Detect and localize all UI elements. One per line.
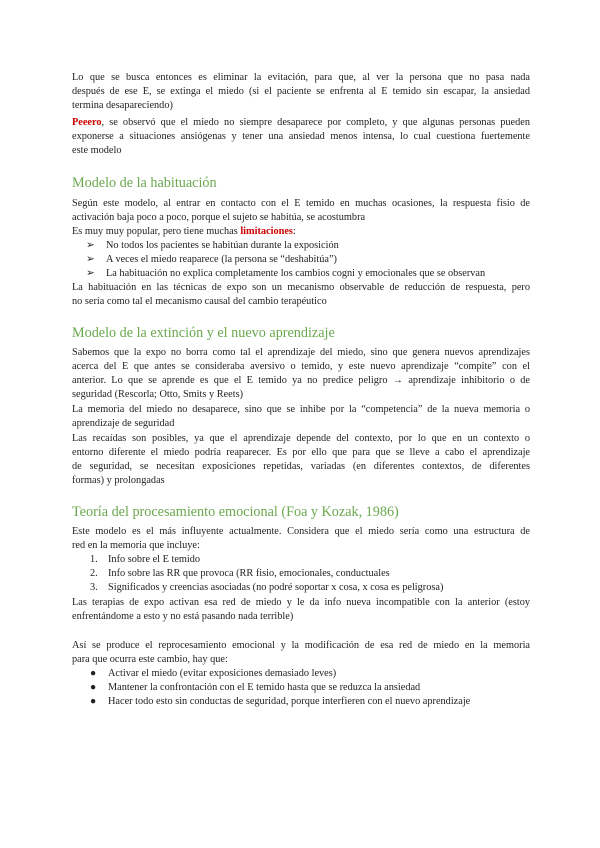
limitaciones-highlight: limitaciones bbox=[240, 226, 293, 237]
bullet-text: La habituación no explica completamente los cambios cogni y emocionales que se observan bbox=[106, 268, 486, 279]
list-text: Info sobre el E temido bbox=[108, 554, 201, 565]
proc-line-5: Así se produce el reprocesamiento emocional y la modificación de esa red de miedo en la memoria bbox=[72, 640, 530, 651]
hab-line-5: no sería como tal el mecanismo causal del cambio terapéutico bbox=[72, 296, 327, 307]
arrow-bullet-icon: ➢ bbox=[86, 254, 95, 265]
ext-line-1: Sabemos que la expo no borra como tal el aprendizaje del miedo, sino que genera nuevos aprendizajes bbox=[72, 347, 530, 358]
list-item bbox=[90, 667, 336, 681]
proc-line-1: Este modelo es el más influyente actualmente. Considera que el miedo sería como una estructura de bbox=[72, 526, 530, 537]
ext-line-6: aprendizaje de seguridad bbox=[72, 418, 175, 429]
list-item bbox=[90, 567, 390, 581]
list-item bbox=[90, 681, 420, 695]
list-item bbox=[90, 695, 470, 709]
list-number: 1. bbox=[90, 554, 98, 565]
bullet-text: Mantener la confrontación con el E temido hasta que se reduzca la ansiedad bbox=[108, 682, 421, 693]
list-number: 2. bbox=[90, 568, 98, 579]
ext-line-4: seguridad (Rescorla; Otto, Smits y Reets) bbox=[72, 389, 244, 400]
list-text: Info sobre las RR que provoca (RR fisio, emocionales, conductuales bbox=[108, 568, 390, 579]
ext-line-5: La memoria del miedo no desaparece, sino que se inhibe por la “competencia” de la nueva memoria o bbox=[72, 404, 530, 415]
proc-line-4: enfrentándome a esto y no está pasando nada terrible) bbox=[72, 611, 294, 622]
intro-line-4 bbox=[72, 116, 530, 130]
heading-habituacion: Modelo de la habituación bbox=[72, 175, 217, 191]
list-number: 3. bbox=[90, 582, 98, 593]
intro-line-6: este modelo bbox=[72, 145, 122, 156]
intro-line-4-text: , se observó que el miedo no siempre desaparece por completo, y que algunas personas pueden bbox=[101, 117, 530, 128]
bullet-text: No todos los pacientes se habitúan durante la exposición bbox=[106, 240, 339, 251]
ext-line-2: acerca del E que antes se consideraba aversivo o temido, y este nuevo aprendizaje “compite” con el bbox=[72, 361, 530, 372]
dot-bullet-icon: ● bbox=[90, 682, 97, 693]
list-item bbox=[90, 553, 200, 567]
hab-line-3-colon: : bbox=[292, 226, 296, 237]
list-item bbox=[86, 239, 339, 253]
intro-line-5: exponerse a situaciones ansiógenas y tener una ansiedad menos intensa, lo cual cuestiona fuertemente bbox=[72, 131, 530, 142]
ext-line-8: entorno diferente el miedo podría reaparecer. Es por ello que para que se lleve a cabo el aprendizaje bbox=[72, 447, 530, 458]
arrow-bullet-icon: ➢ bbox=[86, 240, 95, 251]
list-text: Significados y creencias asociadas (no podré soportar x cosa, x cosa es peligrosa) bbox=[108, 582, 444, 593]
hab-line-2: activación baja poco a poco, porque el sujeto se habitúa, se acostumbra bbox=[72, 212, 366, 223]
proc-line-2: red en la memoria que incluye: bbox=[72, 540, 200, 551]
arrow-bullet-icon: ➢ bbox=[86, 268, 95, 279]
list-item bbox=[90, 581, 443, 595]
hab-line-3 bbox=[72, 225, 530, 239]
dot-bullet-icon: ● bbox=[90, 668, 97, 679]
heading-extincion: Modelo de la extinción y el nuevo aprendizaje bbox=[72, 325, 335, 341]
list-item bbox=[86, 267, 485, 281]
peeero-highlight: Peeero bbox=[72, 117, 102, 128]
bullet-text: Activar el miedo (evitar exposiciones demasiado leves) bbox=[108, 668, 337, 679]
bullet-text: Hacer todo esto sin conductas de seguridad, porque interfieren con el nuevo aprendizaje bbox=[108, 696, 471, 707]
ext-line-10: formas) y prolongadas bbox=[72, 475, 165, 486]
proc-line-3: Las terapias de expo activan esa red de miedo y le da info nueva incompatible con la anterior (estoy bbox=[72, 597, 530, 608]
ext-line-9: de seguridad, se necesitan exposiciones repetidas, variadas (en diferentes contextos, de diferentes bbox=[72, 461, 530, 472]
dot-bullet-icon: ● bbox=[90, 696, 97, 707]
heading-procesamiento: Teoría del procesamiento emocional (Foa y Kozak, 1986) bbox=[72, 504, 399, 520]
ext-line-3: anterior. Lo que se aprende es que el E temido ya no predice peligro → aprendizaje inhibitorio o de bbox=[72, 375, 530, 386]
hab-line-3-text: Es muy muy popular, pero tiene muchas bbox=[72, 226, 241, 237]
hab-line-4: La habituación en las técnicas de expo son un mecanismo observable de reducción de respuesta, pero bbox=[72, 282, 530, 293]
ext-line-7: Las recaídas son posibles, ya que el aprendizaje depende del contexto, por lo que en un contexto o bbox=[72, 433, 530, 444]
intro-line-1: Lo que se busca entonces es eliminar la evitación, para que, al ver la persona que no pasa nada bbox=[72, 72, 530, 83]
hab-line-1: Según este modelo, al entrar en contacto con el E temido en muchas ocasiones, la respuesta fisio de bbox=[72, 198, 530, 209]
intro-line-3: termina desapareciendo) bbox=[72, 100, 173, 111]
list-item bbox=[86, 253, 337, 267]
intro-line-2: después de ese E, se extinga el miedo (si el paciente se enfrenta al E temido sin escapar, la ansiedad bbox=[72, 86, 530, 97]
proc-line-6: para que ocurra este cambio, hay que: bbox=[72, 654, 228, 665]
bullet-text: A veces el miedo reaparece (la persona se “deshabitúa”) bbox=[106, 254, 337, 265]
